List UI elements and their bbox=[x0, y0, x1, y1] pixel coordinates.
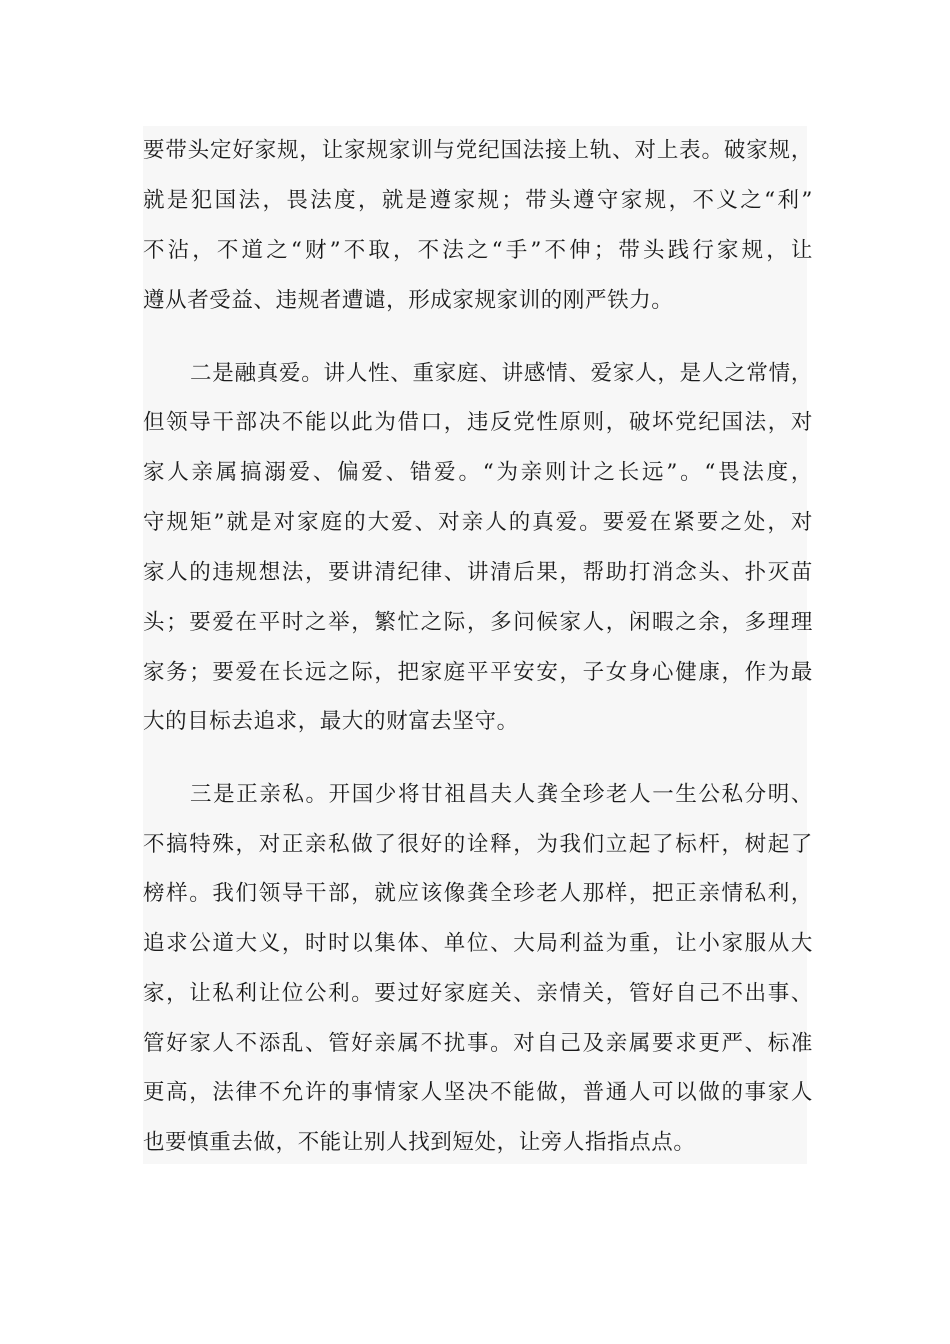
paragraph-3-line-8: 也要慎重去做，不能让别人找到短处，让旁人指指点点。 bbox=[143, 1130, 696, 1155]
paragraph-3-line-5: 家，让私利让位公利。要过好家庭关、亲情关，管好自己不出事、 bbox=[143, 981, 813, 1006]
paragraph-3-line-4: 追求公道大义，时时以集体、单位、大局利益为重，让小家服从大 bbox=[143, 931, 813, 956]
paragraph-2-line-1: 二是融真爱。讲人性、重家庭、讲感情、爱家人，是人之常情， bbox=[190, 361, 813, 386]
paragraph-3-line-3: 榜样。我们领导干部，就应该像龚全珍老人那样，把正亲情私利， bbox=[143, 881, 813, 906]
paragraph-1-line-2: 就是犯国法，畏法度，就是遵家规；带头遵守家规，不义之“利” bbox=[143, 188, 813, 213]
paragraph-1-line-3: 不沾，不道之“财”不取，不法之“手”不伸；带头践行家规，让 bbox=[143, 238, 813, 263]
paragraph-1-line-4: 遵从者受益、违规者遭谴，形成家规家训的刚严铁力。 bbox=[143, 288, 674, 313]
paragraph-3-line-7: 更高，法律不允许的事情家人坚决不能做，普通人可以做的事家人 bbox=[143, 1080, 813, 1105]
paragraph-1-line-1: 要带头定好家规，让家规家训与党纪国法接上轨、对上表。破家规， bbox=[143, 138, 813, 163]
paragraph-2-line-8: 大的目标去追求，最大的财富去坚守。 bbox=[143, 709, 519, 734]
paragraph-2-line-5: 家人的违规想法，要讲清纪律、讲清后果，帮助打消念头、扑灭苗 bbox=[143, 560, 813, 585]
paragraph-3-line-6: 管好家人不添乱、管好亲属不扰事。对自己及亲属要求更严、标准 bbox=[143, 1031, 813, 1056]
paragraph-3-line-1: 三是正亲私。开国少将甘祖昌夫人龚全珍老人一生公私分明、 bbox=[190, 782, 813, 807]
paragraph-2-line-3: 家人亲属搞溺爱、偏爱、错爱。“为亲则计之长远”。“畏法度， bbox=[143, 460, 813, 485]
paragraph-2-line-4: 守规矩”就是对家庭的大爱、对亲人的真爱。要爱在紧要之处，对 bbox=[143, 510, 813, 535]
paragraph-2-line-7: 家务；要爱在长远之际，把家庭平平安安，子女身心健康，作为最 bbox=[143, 660, 813, 685]
paragraph-2-line-6: 头；要爱在平时之举，繁忙之际，多问候家人，闲暇之余，多理理 bbox=[143, 610, 813, 635]
paragraph-3-line-2: 不搞特殊，对正亲私做了很好的诠释，为我们立起了标杆，树起了 bbox=[143, 832, 813, 857]
paragraph-2-line-2: 但领导干部决不能以此为借口，违反党性原则，破坏党纪国法，对 bbox=[143, 410, 813, 435]
